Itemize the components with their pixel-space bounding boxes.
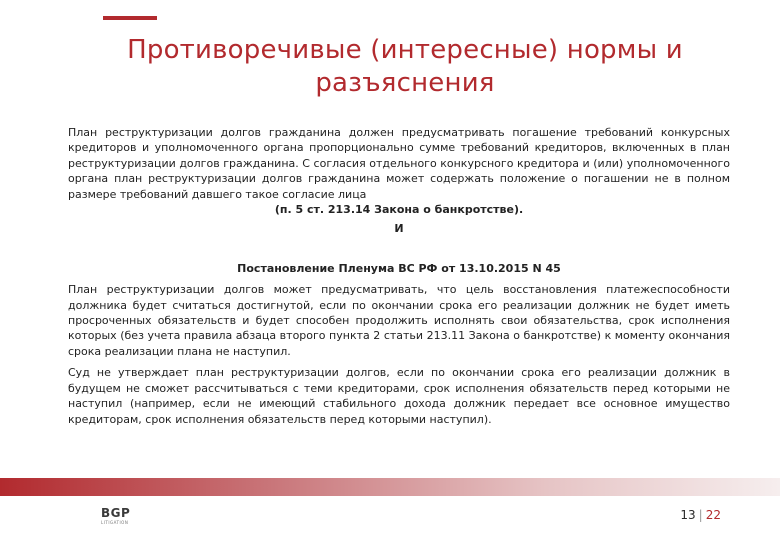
- logo-text: BGP: [101, 506, 131, 520]
- paragraph-plan-goal: План реструктуризации долгов может предусматривать, что цель восстановления платежеспособности должника будет считаться достигнутой, если по окончании срока его реализации должник не будет иметь просроченных обязательств и будет способен продолжить исполнять свои обязательства, срок исполнения которых (без учета правила абзаца второго пункта 2 статьи 213.11 Закона о банкротстве) к моменту окончания срока реализации плана не наступил.: [68, 283, 730, 358]
- title-accent-bar: [103, 16, 157, 20]
- page-total: 22: [705, 508, 721, 522]
- page-indicator: [680, 508, 721, 522]
- law-reference: (п. 5 ст. 213.14 Закона о банкротстве).: [274, 203, 524, 217]
- conjunction-label: И: [394, 222, 404, 236]
- plenum-reference: Постановление Пленума ВС РФ от 13.10.2015 N 45: [237, 261, 561, 275]
- page-separator: |: [698, 508, 703, 522]
- paragraph-court-refusal: Суд не утверждает план реструктуризации долгов, если по окончании срока его реализации должник в будущем не сможет рассчитываться с теми кредиторами, срок исполнения обязательств перед которыми не наступил (например, если не имеющий стабильного дохода должник передает все основное имущество кредиторам, срок исполнения обязательств перед которыми наступил).: [68, 366, 730, 426]
- paragraph-plan-requirements: План реструктуризации долгов гражданина должен предусматривать погашение требований конкурсных кредиторов и уполномоченного органа пропорционально сумме требований кредиторов, включенных в план реструктуризации долгов гражданина. С согласия отдельного конкурсного кредитора и (или) уполномоченного органа план реструктуризации долгов гражданина может содержать положение о погашении не в полном размере требований давшего такое согласие лица: [68, 126, 730, 201]
- footer-gradient-band: [0, 478, 780, 496]
- logo-subtitle: LITIGATION: [101, 520, 129, 525]
- page-current: 13: [680, 508, 696, 522]
- bgp-logo: [101, 507, 143, 523]
- slide-content: [68, 125, 730, 427]
- slide-title: Противоречивые (интересные) нормы и разъяснения: [127, 35, 683, 98]
